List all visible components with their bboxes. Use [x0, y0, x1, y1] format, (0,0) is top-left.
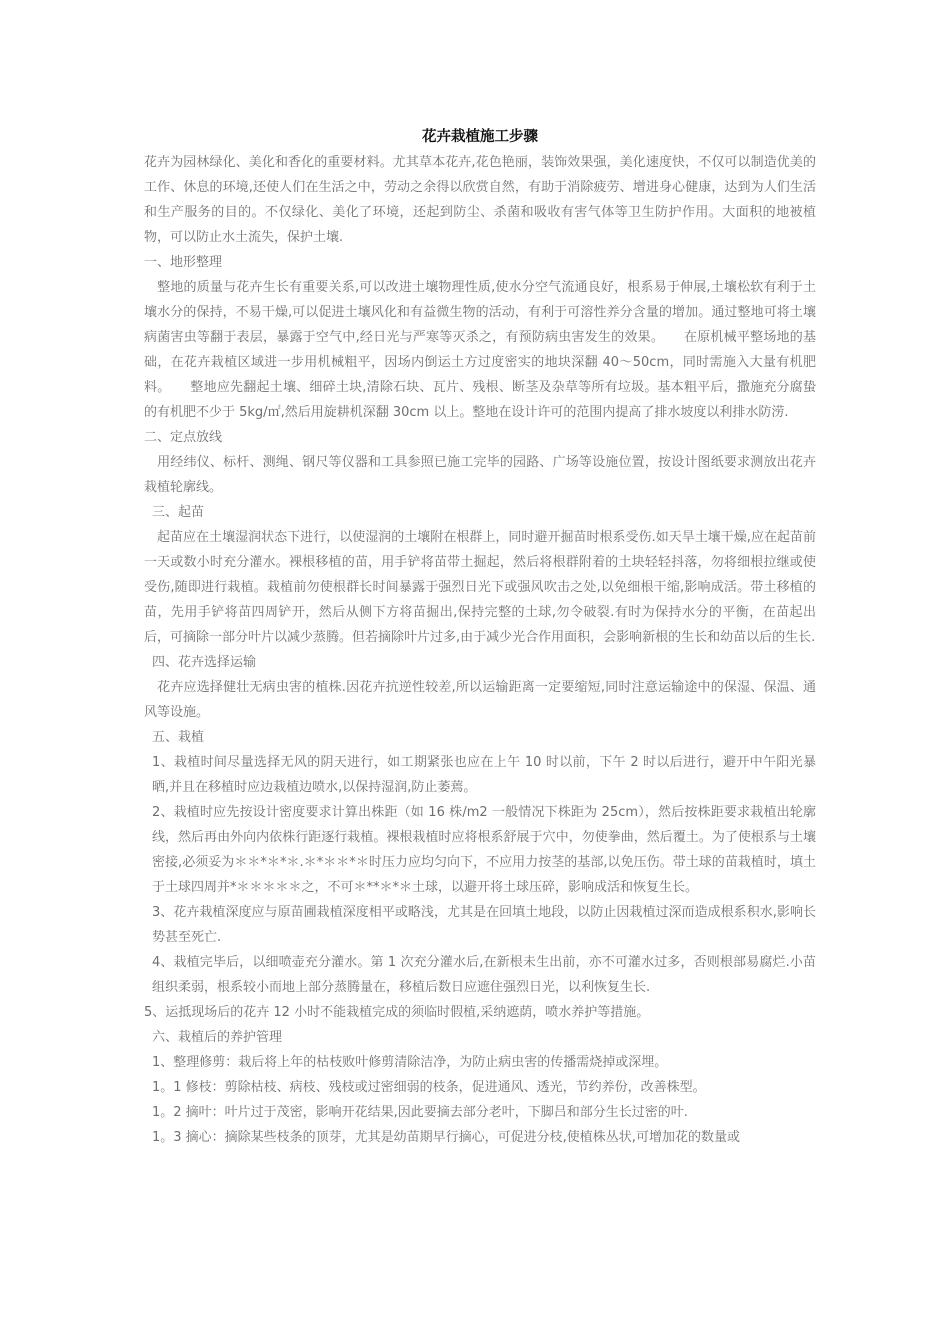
- planting-item-2: 2、栽植时应先按设计密度要求计算出株距（如 16 株/m2 一般情况下株距为 25cm），然后按株距要求栽植出轮廓线，然后再由外向内依株行距逐行栽植。裸根栽植时应将根系舒展于穴中，勿使拳曲，然后覆土。为了使根系与土壤密接,必须妥为＊＊*＊*＊.＊*＊＊*＊时压力应均匀向下，不应用力按茎的基部,以免压伤。带土球的苗栽植时，填土于土球四周并*＊＊＊＊＊之，不可＊**＊*＊土球，以避开将土球压碎，影响成活和恢复生长。: [152, 805, 816, 895]
- maintenance-item-1-2: 1。2 摘叶：叶片过于茂密，影响开花结果,因此要摘去部分老叶，下脚吕和部分生长过密的叶.: [152, 1105, 688, 1120]
- section-heading-layout: 二、定点放线: [144, 430, 223, 445]
- layout-paragraph: 用经纬仪、标杆、测绳、钢尺等仪器和工具参照已施工完毕的园路、广场等设施位置，按设计图纸要求测放出花卉栽植轮廓线。: [144, 455, 816, 495]
- transport-paragraph: 花卉应选择健壮无病虫害的植株.因花卉抗逆性较差,所以运输距离一定要缩短,同时注意运输途中的保湿、保温、通风等设施。: [144, 680, 816, 720]
- document-page: [144, 124, 816, 1150]
- planting-item-1: 1、栽植时间尽量选择无风的阴天进行，如工期紧张也应在上午 10 时以前，下午 2 时以后进行，避开中午阳光暴晒,并且在移植时应边栽植边喷水,以保持湿润,防止萎蔫。: [152, 755, 816, 795]
- maintenance-item-1-1: 1。1 修枝：剪除枯枝、病枝、残枝或过密细弱的枝条，促进通风、透光，节约养份，改善株型。: [152, 1080, 706, 1095]
- maintenance-item-1-3: 1。3 摘心：摘除某些枝条的顶芽，尤其是幼苗期早行摘心，可促进分枝,使植株丛状,可增加花的数量或: [152, 1130, 740, 1145]
- terrain-paragraph: 整地的质量与花卉生长有重要关系,可以改进土壤物理性质,使水分空气流通良好，根系易于伸展,土壤松软有利于土壤水分的保持，不易干燥,可以促进土壤风化和有益微生物的活动，有利于可溶性养分含量的增加。通过整地可将土壤病菌害虫等翻于表层，暴露于空气中,经日光与严寒等灭杀之，有预防病虫害发生的效果。 在原机械平整场地的基础，在花卉栽植区域进一步用机械粗平，因场内倒运土方过度密实的地块深翻 40～50cm，同时需施入大量有机肥料。 整地应先翻起土壤、细碎土块,清除石块、瓦片、残根、断茎及杂草等所有垃圾。基本粗平后，撒施充分腐蛰的有机肥不少于 5kg/㎡,然后用旋耕机深翻 30cm 以上。整地在设计许可的范围内提高了排水坡度以利排水防涝.: [144, 280, 816, 420]
- section-heading-maintenance: 六、栽植后的养护管理: [152, 1030, 283, 1045]
- section-heading-transport: 四、花卉选择运输: [152, 655, 257, 670]
- section-heading-lifting: 三、起苗: [152, 505, 205, 520]
- document-title: 花卉栽植施工步骤: [422, 129, 538, 145]
- section-heading-planting: 五、栽植: [152, 730, 205, 745]
- lifting-paragraph: 起苗应在土壤湿润状态下进行，以使湿润的土壤附在根群上，同时避开掘苗时根系受伤.如天旱土壤干燥,应在起苗前一天或数小时充分灌水。裸根移植的苗，用手铲将苗带土掘起，然后将根群附着的土块轻轻抖落，勿将细根拉继或使受伤,随即进行栽植。栽植前勿使根群长时间暴露于强烈日光下或强风吹击之处,以免细根干缩,影响成活。带土移植的苗，先用手铲将苗四周铲开，然后从侧下方将苗掘出,保持完整的土球,勿令破裂.有时为保持水分的平衡，在苗起出后，可摘除一部分叶片以减少蒸腾。但若摘除叶片过多,由于减少光合作用面积，会影响新根的生长和幼苗以后的生长.: [144, 530, 816, 645]
- maintenance-item-1: 1、整理修剪：栽后将上年的枯枝败叶修剪清除洁净，为防止病虫害的传播需烧掉或深埋。: [152, 1055, 668, 1070]
- intro-paragraph: 花卉为园林绿化、美化和香化的重要材料。尤其草本花卉,花色艳丽，装饰效果强，美化速度快，不仅可以制造优美的工作、休息的环境,还使人们在生活之中，劳动之余得以欣赏自然，有助于消除疲劳、增进身心健康，达到为人们生活和生产服务的目的。不仅绿化、美化了环境，还起到防尘、杀菌和吸收有害气体等卫生防护作用。大面积的地被植物，可以防止水土流失，保护土壤.: [144, 155, 816, 245]
- section-heading-terrain: 一、地形整理: [144, 255, 223, 270]
- planting-item-3: 3、花卉栽植深度应与原苗圃栽植深度相平或略浅，尤其是在回填土地段，以防止因栽植过深而造成根系积水,影响长势甚至死亡.: [152, 905, 816, 945]
- planting-item-4: 4、栽植完毕后，以细喷壶充分灌水。第 1 次充分灌水后,在新根未生出前，亦不可灌水过多，否则根部易腐烂.小苗组织柔弱，根系较小而地上部分蒸腾量在，移植后数日应遮住强烈日光，以利恢复生长.: [152, 955, 816, 995]
- planting-item-5: 5、运抵现场后的花卉 12 小时不能栽植完成的须临时假植,采纳遮荫，喷水养护等措施。: [144, 1005, 650, 1020]
